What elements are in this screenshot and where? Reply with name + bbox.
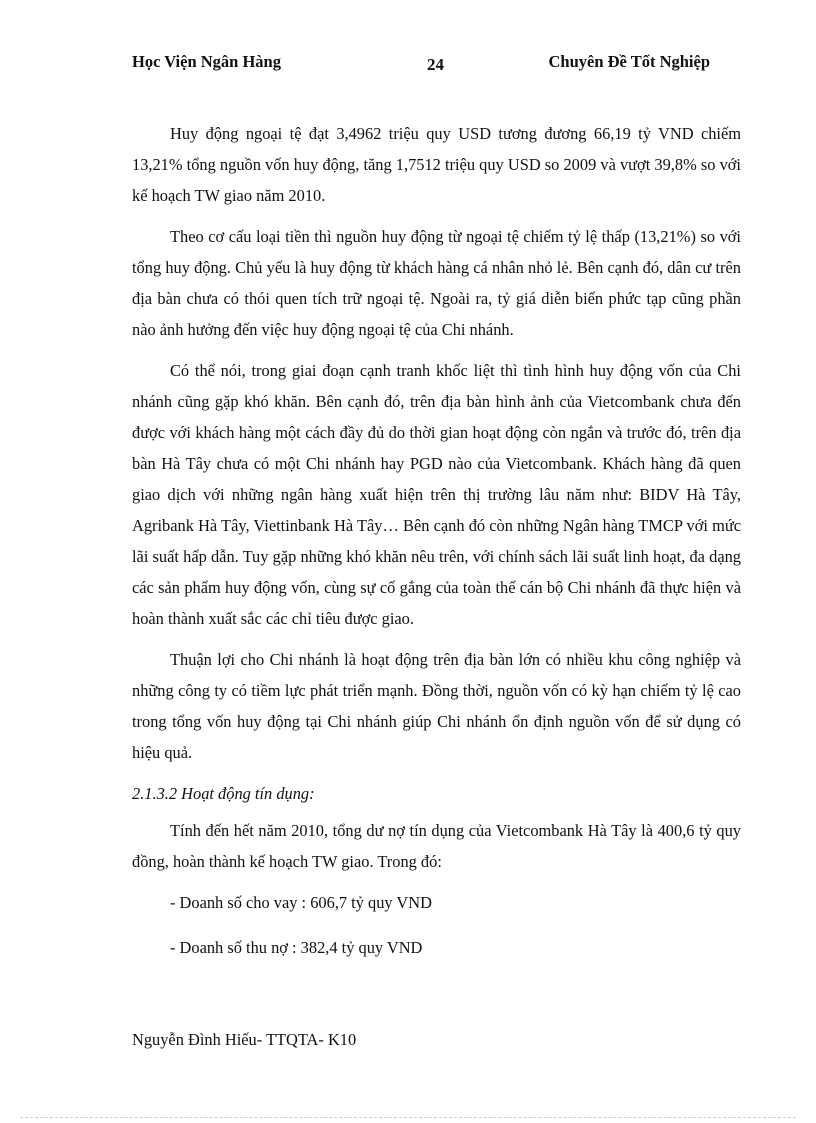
page-body xyxy=(132,118,741,977)
page-number: 24 xyxy=(427,55,444,74)
page-bottom-divider xyxy=(20,1117,796,1118)
paragraph-competition: Có thể nói, trong giai đoạn cạnh tranh khốc liệt thì tình hình huy động vốn của Chi nhánh cũng gặp khó khăn. Bên cạnh đó, trên địa bàn hình ảnh của Vietcombank chưa đến được với khách hàng một cách đầy đủ do thời gian hoạt động còn ngắn và trước đó, trên địa bàn Hà Tây chưa có một Chi nhánh hay PGD nào của Vietcombank. Khách hàng đã quen giao dịch với những ngân hàng xuất hiện trên thị trường lâu năm như: BIDV Hà Tây, Agribank Hà Tây, Viettinbank Hà Tây… Bên cạnh đó còn những Ngân hàng TMCP với mức lãi suất hấp dẫn. Tuy gặp những khó khăn nêu trên, với chính sách lãi suất linh hoạt, đa dạng các sản phẩm huy động vốn, cùng sự cố gắng của toàn thể cán bộ Chi nhánh đã thực hiện và hoàn thành xuất sắc các chỉ tiêu được giao. xyxy=(132,361,741,628)
header-document-type: Chuyên Đề Tốt Nghiệp xyxy=(548,52,710,71)
header-institution: Học Viện Ngân Hàng xyxy=(132,52,281,71)
bullet-debt-collection: - Doanh số thu nợ : 382,4 tỷ quy VND xyxy=(170,938,423,957)
paragraph-foreign-currency: Huy động ngoại tệ đạt 3,4962 triệu quy USD tương đương 66,19 tỷ VND chiếm 13,21% tổng nguồn vốn huy động, tăng 1,7512 triệu quy USD so 2009 và vượt 39,8% so với kế hoạch TW giao năm 2010. xyxy=(132,124,741,205)
paragraph-credit-summary: Tính đến hết năm 2010, tổng dư nợ tín dụng của Vietcombank Hà Tây là 400,6 tỷ quy đồng, hoàn thành kế hoạch TW giao. Trong đó: xyxy=(132,821,741,871)
paragraph-advantages: Thuận lợi cho Chi nhánh là hoạt động trên địa bàn lớn có nhiều khu công nghiệp và những công ty có tiềm lực phát triển mạnh. Đồng thời, nguồn vốn có kỳ hạn chiếm tỷ lệ cao trong tổng vốn huy động tại Chi nhánh giúp Chi nhánh ổn định nguồn vốn để sử dụng có hiệu quả. xyxy=(132,650,741,762)
section-heading: 2.1.3.2 Hoạt động tín dụng: xyxy=(132,784,315,803)
page-header xyxy=(132,52,710,78)
bullet-loan-volume: - Doanh số cho vay : 606,7 tỷ quy VND xyxy=(170,893,432,912)
page-footer: Nguyễn Đình Hiếu- TTQTA- K10 xyxy=(132,1030,357,1049)
paragraph-currency-structure: Theo cơ cấu loại tiền thì nguồn huy động từ ngoại tệ chiếm tỷ lệ thấp (13,21%) so với tổng huy động. Chủ yếu là huy động từ khách hàng cá nhân nhỏ lẻ. Bên cạnh đó, dân cư trên địa bàn chưa có thói quen tích trữ ngoại tệ. Ngoài ra, tỷ giá diễn biến phức tạp cũng phần nào ảnh hưởng đến việc huy động ngoại tệ của Chi nhánh. xyxy=(132,227,741,339)
